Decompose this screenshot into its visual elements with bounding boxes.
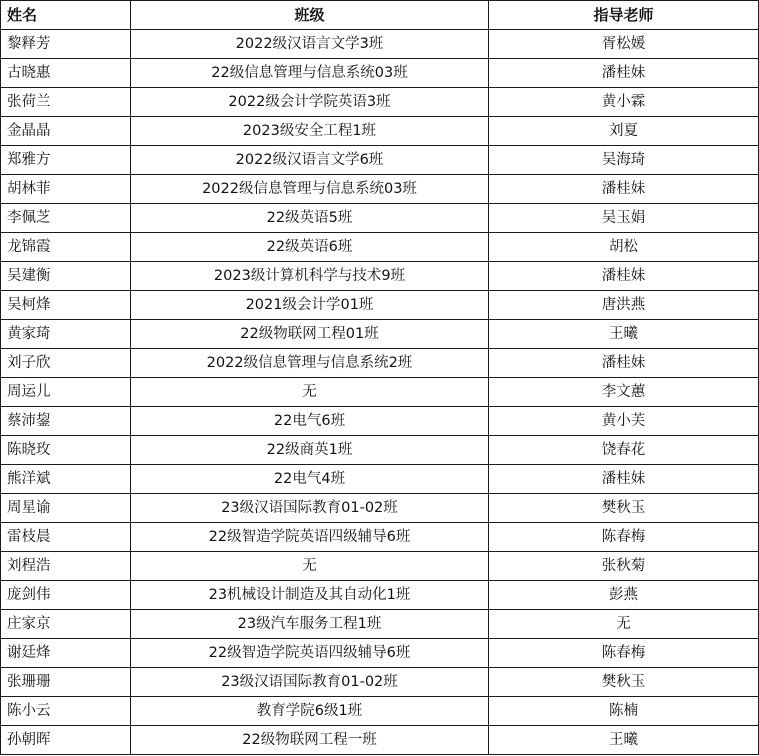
cell-teacher: 黄小霖 — [489, 88, 759, 117]
cell-name: 刘程浩 — [1, 552, 131, 581]
cell-class: 22级信息管理与信息系统03班 — [131, 59, 489, 88]
cell-teacher: 刘夏 — [489, 117, 759, 146]
cell-class: 22电气6班 — [131, 407, 489, 436]
table-row — [1, 668, 759, 697]
cell-class: 22级英语6班 — [131, 233, 489, 262]
cell-teacher: 潘桂妹 — [489, 59, 759, 88]
cell-name: 谢廷烽 — [1, 639, 131, 668]
table-row — [1, 378, 759, 407]
table-row — [1, 581, 759, 610]
table-row — [1, 349, 759, 378]
cell-name: 陈小云 — [1, 697, 131, 726]
table-row — [1, 204, 759, 233]
table-row — [1, 697, 759, 726]
cell-name: 吴建衡 — [1, 262, 131, 291]
cell-teacher: 陈楠 — [489, 697, 759, 726]
cell-class: 2023级计算机科学与技术9班 — [131, 262, 489, 291]
cell-name: 陈晓玫 — [1, 436, 131, 465]
cell-class: 23级汉语国际教育01-02班 — [131, 494, 489, 523]
header-class: 班级 — [131, 1, 489, 30]
cell-teacher: 唐洪燕 — [489, 291, 759, 320]
cell-class: 无 — [131, 552, 489, 581]
cell-teacher: 樊秋玉 — [489, 668, 759, 697]
cell-name: 雷枝晨 — [1, 523, 131, 552]
cell-teacher: 潘桂妹 — [489, 349, 759, 378]
cell-class: 2022级汉语言文学6班 — [131, 146, 489, 175]
table-row — [1, 523, 759, 552]
table-row — [1, 320, 759, 349]
cell-class: 2021级会计学01班 — [131, 291, 489, 320]
cell-teacher: 潘桂妹 — [489, 175, 759, 204]
cell-name: 张荷兰 — [1, 88, 131, 117]
table-row — [1, 88, 759, 117]
cell-name: 周星谕 — [1, 494, 131, 523]
cell-name: 古晓惠 — [1, 59, 131, 88]
table-body — [1, 30, 759, 755]
cell-teacher: 胥松媛 — [489, 30, 759, 59]
cell-name: 周运儿 — [1, 378, 131, 407]
cell-name: 龙锦霞 — [1, 233, 131, 262]
cell-teacher: 陈春梅 — [489, 523, 759, 552]
cell-teacher: 无 — [489, 610, 759, 639]
cell-teacher: 饶春花 — [489, 436, 759, 465]
cell-teacher: 李文蕙 — [489, 378, 759, 407]
table-row — [1, 610, 759, 639]
cell-teacher: 黄小芙 — [489, 407, 759, 436]
table-row — [1, 175, 759, 204]
cell-teacher: 陈春梅 — [489, 639, 759, 668]
cell-teacher: 潘桂妹 — [489, 465, 759, 494]
cell-class: 23机械设计制造及其自动化1班 — [131, 581, 489, 610]
cell-teacher: 彭燕 — [489, 581, 759, 610]
cell-class: 22电气4班 — [131, 465, 489, 494]
cell-class: 2022级汉语言文学3班 — [131, 30, 489, 59]
cell-class: 2023级安全工程1班 — [131, 117, 489, 146]
cell-name: 李佩芝 — [1, 204, 131, 233]
cell-class: 2022级会计学院英语3班 — [131, 88, 489, 117]
table-row — [1, 262, 759, 291]
cell-name: 孙朝晖 — [1, 726, 131, 755]
table-row — [1, 291, 759, 320]
cell-teacher: 王曦 — [489, 726, 759, 755]
cell-name: 庄家京 — [1, 610, 131, 639]
cell-name: 蔡沛鋆 — [1, 407, 131, 436]
cell-class: 23级汉语国际教育01-02班 — [131, 668, 489, 697]
header-name: 姓名 — [1, 1, 131, 30]
header-row — [1, 1, 759, 30]
table-row — [1, 59, 759, 88]
table-row — [1, 117, 759, 146]
cell-name: 吴柯烽 — [1, 291, 131, 320]
cell-class: 无 — [131, 378, 489, 407]
table-row — [1, 407, 759, 436]
table-row — [1, 552, 759, 581]
cell-name: 黎释芳 — [1, 30, 131, 59]
cell-class: 教育学院6级1班 — [131, 697, 489, 726]
cell-name: 郑雅方 — [1, 146, 131, 175]
cell-name: 庞剑伟 — [1, 581, 131, 610]
table-row — [1, 146, 759, 175]
cell-name: 刘子欣 — [1, 349, 131, 378]
cell-class: 22级英语5班 — [131, 204, 489, 233]
cell-name: 熊洋斌 — [1, 465, 131, 494]
cell-teacher: 吴玉娟 — [489, 204, 759, 233]
cell-class: 22级物联网工程一班 — [131, 726, 489, 755]
table-row — [1, 494, 759, 523]
cell-class: 2022级信息管理与信息系统03班 — [131, 175, 489, 204]
cell-name: 胡林菲 — [1, 175, 131, 204]
cell-teacher: 王曦 — [489, 320, 759, 349]
cell-teacher: 潘桂妹 — [489, 262, 759, 291]
cell-class: 22级物联网工程01班 — [131, 320, 489, 349]
cell-teacher: 吴海琦 — [489, 146, 759, 175]
cell-teacher: 张秋菊 — [489, 552, 759, 581]
cell-name: 金晶晶 — [1, 117, 131, 146]
cell-class: 22级智造学院英语四级辅导6班 — [131, 523, 489, 552]
cell-class: 22级智造学院英语四级辅导6班 — [131, 639, 489, 668]
cell-class: 23级汽车服务工程1班 — [131, 610, 489, 639]
table-row — [1, 639, 759, 668]
table-row — [1, 30, 759, 59]
cell-name: 张珊珊 — [1, 668, 131, 697]
cell-name: 黄家琦 — [1, 320, 131, 349]
table-row — [1, 726, 759, 755]
table-row — [1, 233, 759, 262]
cell-teacher: 樊秋玉 — [489, 494, 759, 523]
table-row — [1, 436, 759, 465]
cell-teacher: 胡松 — [489, 233, 759, 262]
header-teacher: 指导老师 — [489, 1, 759, 30]
cell-class: 2022级信息管理与信息系统2班 — [131, 349, 489, 378]
table-row — [1, 465, 759, 494]
cell-class: 22级商英1班 — [131, 436, 489, 465]
